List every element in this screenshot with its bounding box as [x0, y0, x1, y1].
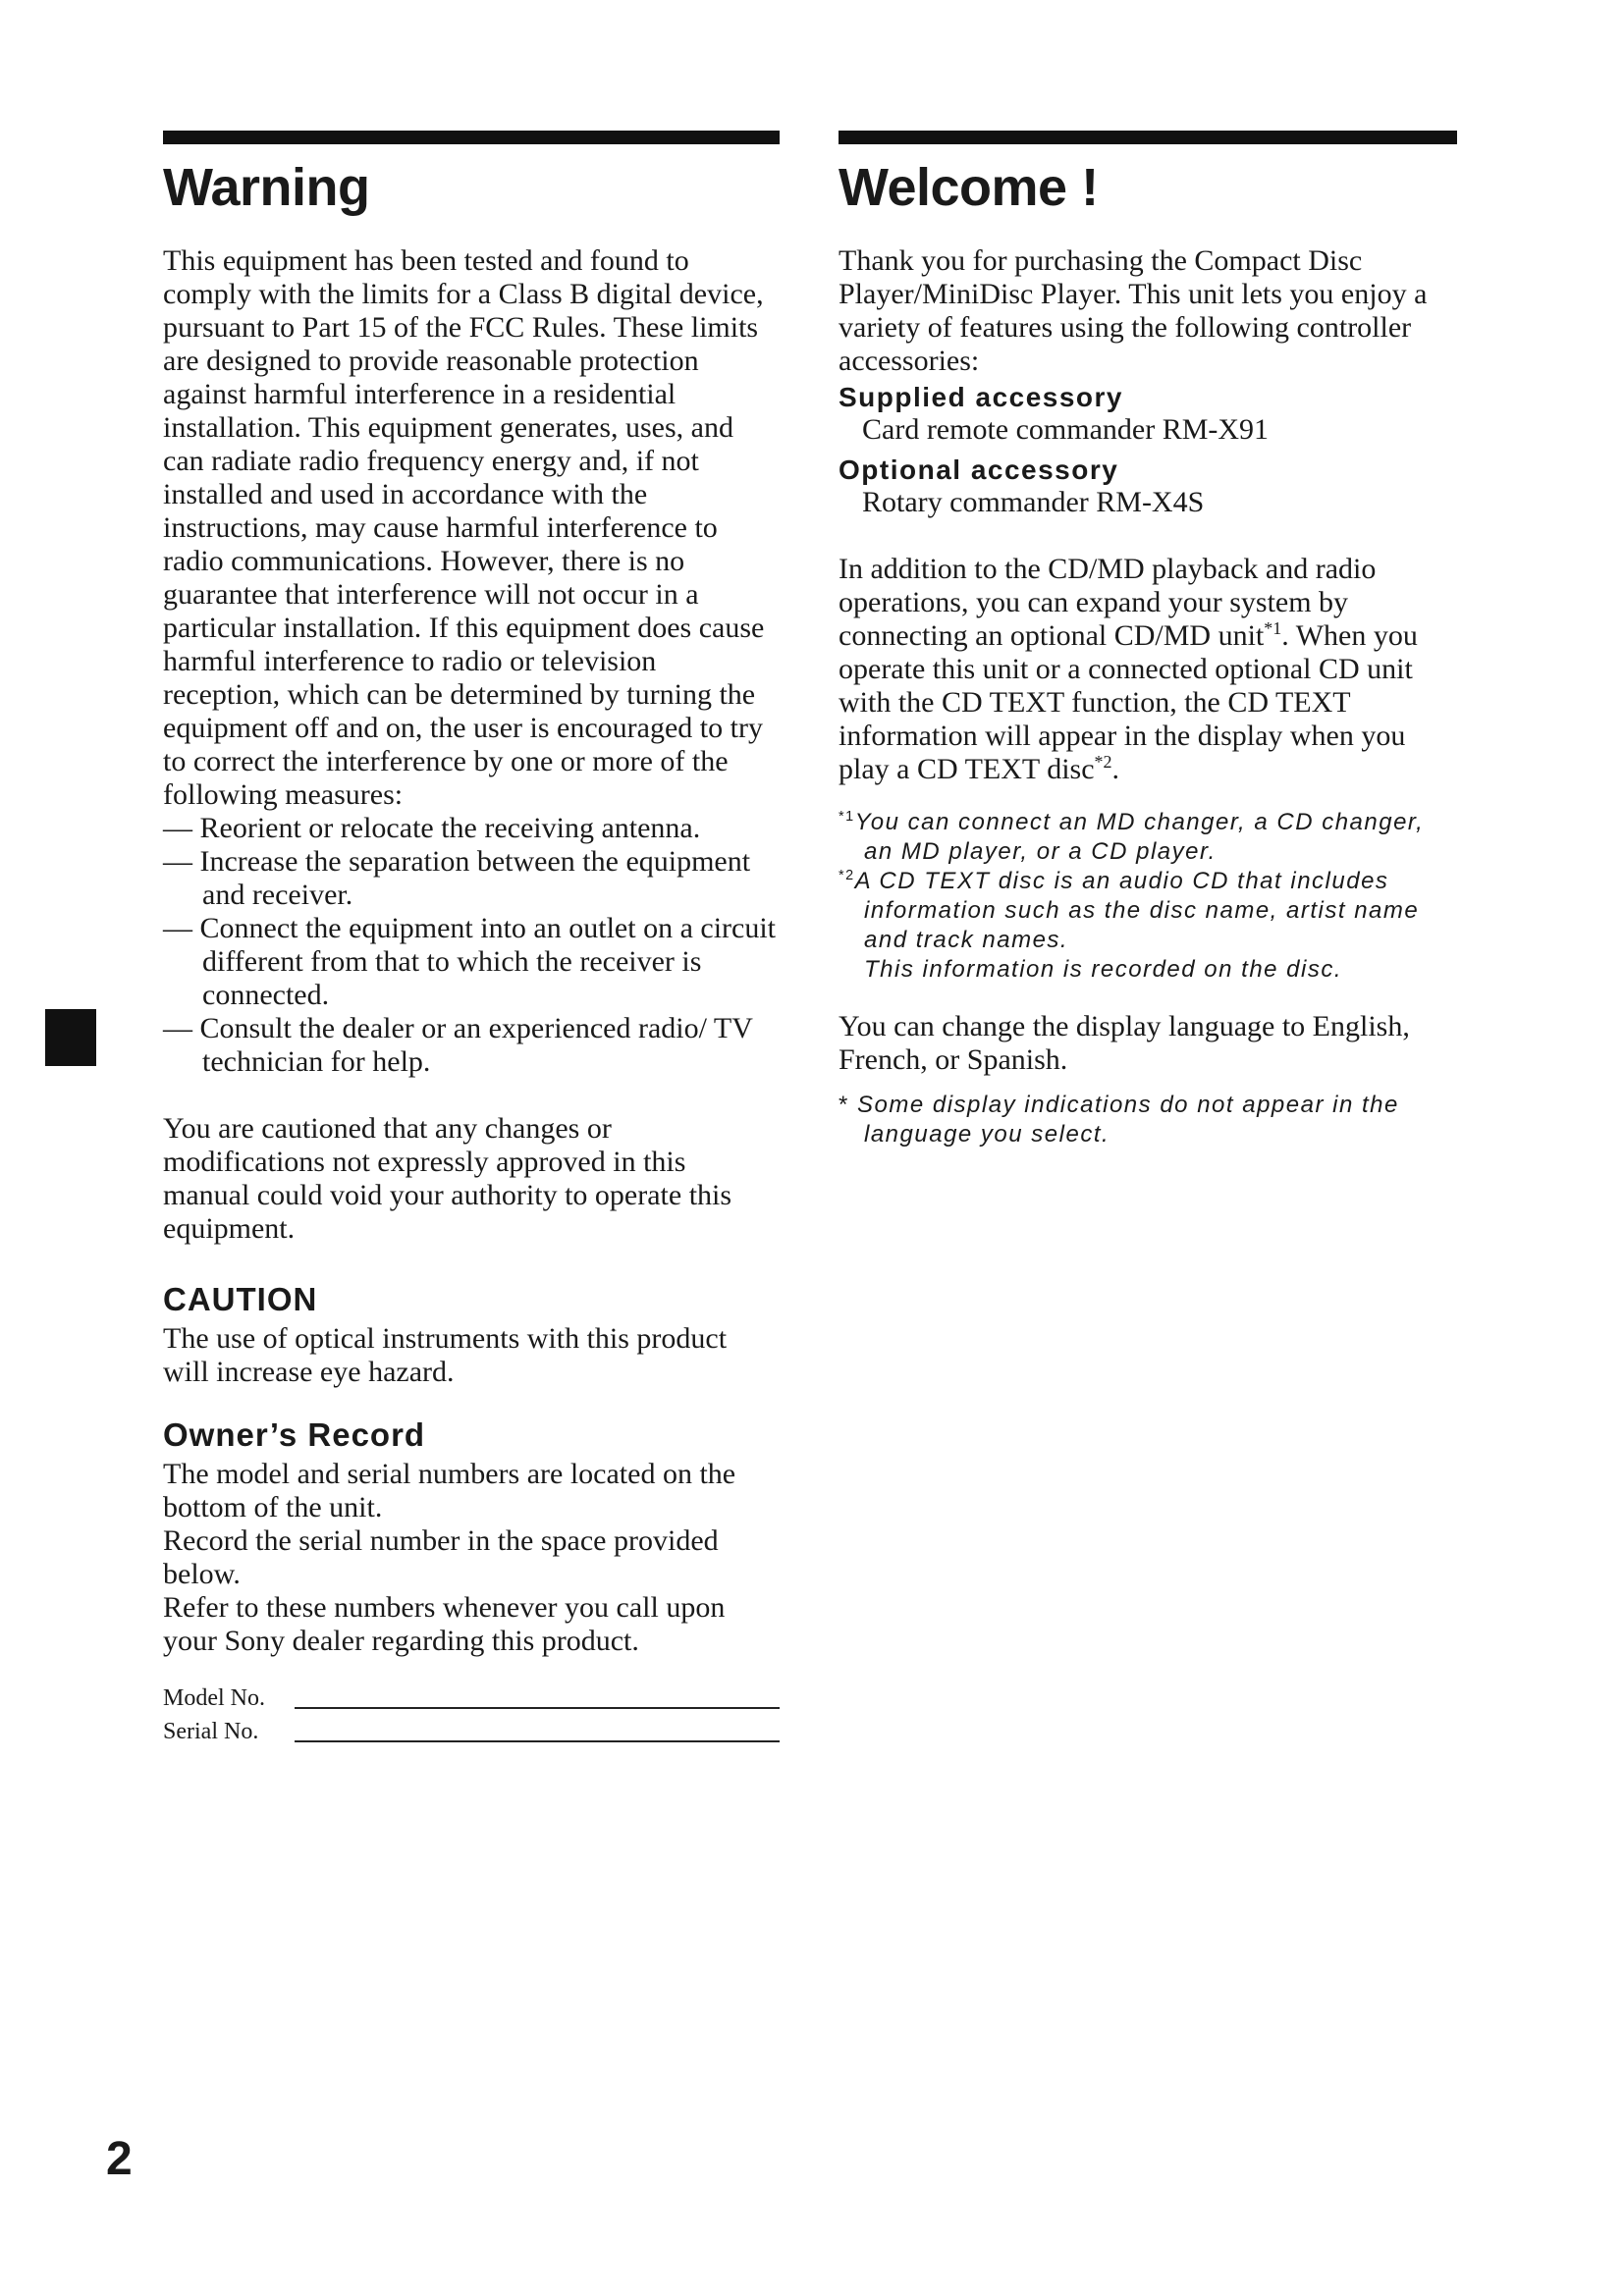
welcome-title: Welcome ! — [839, 158, 1099, 217]
caution-heading: CAUTION — [163, 1281, 318, 1317]
footnote-ref-1: *1 — [1264, 618, 1282, 638]
footnote-2-text: A CD TEXT disc is an audio CD that includes information such as the disc name, artist name and track names. — [854, 868, 1420, 953]
expansion-text: . — [1111, 753, 1120, 785]
expansion-text: In addition to the CD/MD playback and radio operations, you can expand your system by connecting an optional CD/MD unit — [839, 553, 1377, 652]
owners-record-instruction: Record the serial number in the space provided below. — [163, 1524, 719, 1590]
list-item: — Connect the equipment into an outlet on a circuit different from that to which the receiver is connected. — [163, 912, 777, 1011]
supplied-accessory-heading: Supplied accessory — [839, 382, 1124, 412]
owners-record-location: The model and serial numbers are located on the bottom of the unit. — [163, 1458, 736, 1523]
footnote-2 — [839, 867, 1457, 955]
warning-intro: This equipment has been tested and found to comply with the limits for a Class B digital device, pursuant to Part 15 of the FCC Rules. These limits are designed to provide reasonable protection against harmful interference in a residential installation. This equipment generates, uses, and can radiate radio frequency energy and, if not installed and used in accordance with the instructions, may cause harmful interference to radio communications. However, there is no guarantee that interference will not occur in a particular installation. If this equipment does cause harmful interference to radio or television reception, which can be determined by turning the equipment off and on, the user is encouraged to try to correct the interference by one or more of the following measures: — [163, 244, 765, 811]
measures-list — [163, 812, 780, 1079]
footnote-2-sub: This information is recorded on the disc. — [864, 956, 1343, 983]
footnote-1-text: You can connect an MD changer, a CD changer, an MD player, or a CD player. — [854, 809, 1425, 865]
list-item: — Consult the dealer or an experienced radio/ TV technician for help. — [163, 1012, 753, 1078]
section-tab-marker — [45, 1009, 96, 1066]
footnotes — [839, 808, 1457, 985]
modification-caution: You are cautioned that any changes or modifications not expressly approved in this manual could void your authority to operate this equipment. — [163, 1112, 732, 1245]
welcome-column — [839, 131, 1457, 1149]
serial-number-field[interactable] — [163, 1715, 780, 1748]
owners-record-reference: Refer to these numbers whenever you call upon your Sony dealer regarding this product. — [163, 1591, 726, 1657]
section-rule — [839, 131, 1457, 144]
optional-accessory-item: Rotary commander RM-X4S — [862, 486, 1205, 518]
expansion-paragraph — [839, 553, 1457, 786]
section-rule — [163, 131, 780, 144]
footnote-1 — [839, 808, 1457, 867]
expansion-text: . When you operate this unit or a connected optional CD unit with the CD TEXT function, the CD TEXT information will appear in the display when you play a CD TEXT disc — [839, 619, 1418, 785]
list-item: — Increase the separation between the equipment and receiver. — [163, 845, 751, 911]
page-number: 2 — [106, 2133, 133, 2185]
footnote-mark-1: *1 — [839, 809, 855, 825]
model-number-label: Model No. — [163, 1685, 265, 1711]
model-number-field[interactable] — [163, 1682, 780, 1715]
footnote-ref-2: *2 — [1094, 752, 1112, 772]
language-note-text: Some display indications do not appear in the language you select. — [857, 1092, 1399, 1148]
welcome-intro: Thank you for purchasing the Compact Disc Player/MiniDisc Player. This unit lets you enjoy a variety of features using the following controller accessories: — [839, 244, 1428, 377]
footnote-mark-2: *2 — [839, 868, 855, 883]
owners-record-heading: Owner’s Record — [163, 1416, 426, 1453]
supplied-accessory-item: Card remote commander RM-X91 — [862, 413, 1270, 446]
optional-accessory-heading: Optional accessory — [839, 454, 1119, 485]
caution-text: The use of optical instruments with this product will increase eye hazard. — [163, 1322, 728, 1388]
language-paragraph: You can change the display language to English, French, or Spanish. — [839, 1010, 1410, 1076]
language-note-mark: * — [839, 1092, 849, 1118]
serial-number-blank[interactable] — [295, 1717, 780, 1742]
warning-title: Warning — [163, 158, 370, 217]
list-item: — Reorient or relocate the receiving antenna. — [163, 812, 701, 844]
model-number-blank[interactable] — [295, 1683, 780, 1709]
language-note — [839, 1091, 1457, 1149]
warning-column — [163, 131, 780, 1748]
serial-number-label: Serial No. — [163, 1719, 259, 1744]
